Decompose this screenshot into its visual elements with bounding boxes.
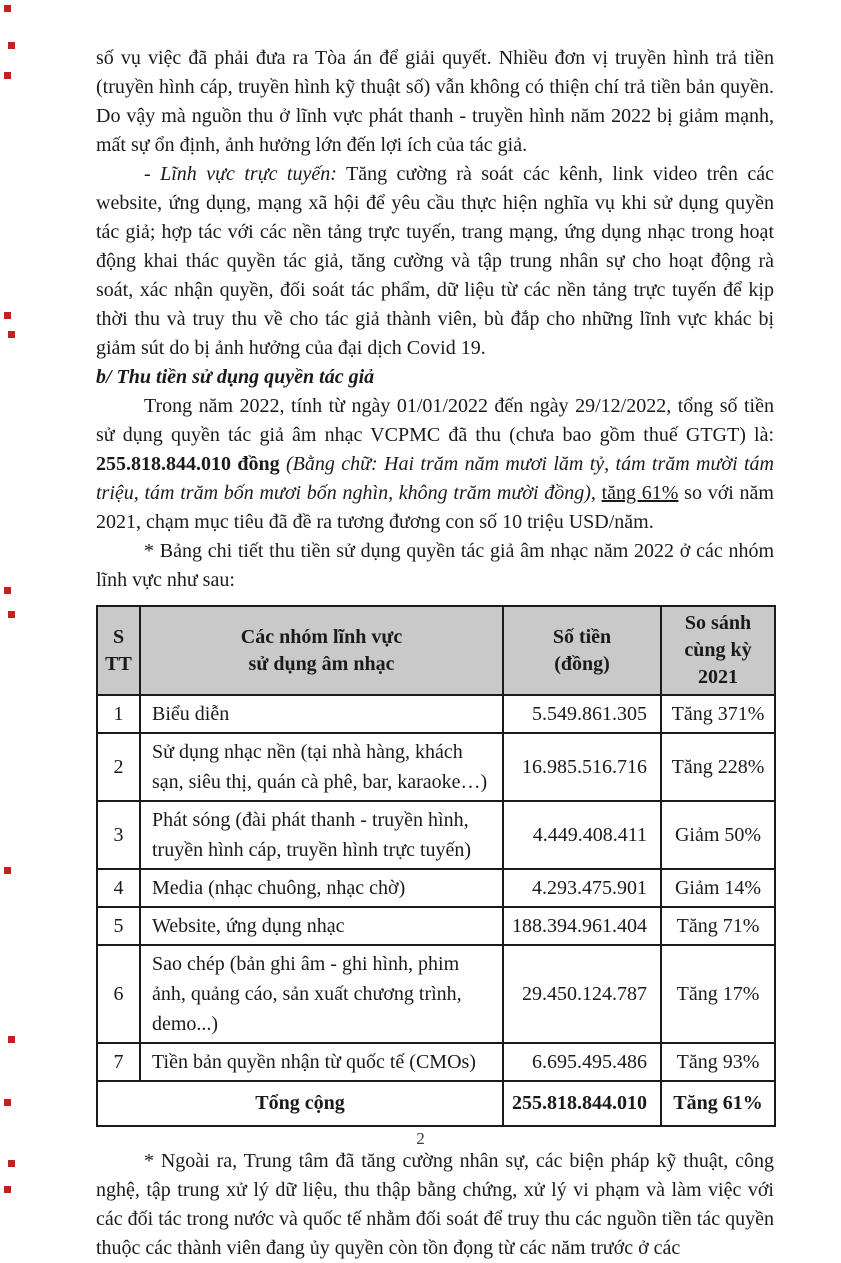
- red-mark-artifact: [4, 312, 11, 319]
- cell-amount: 188.394.961.404: [503, 907, 661, 945]
- red-mark-artifact: [4, 1099, 11, 1106]
- paragraph-text: so với năm 2021, chạm mục tiêu đã đề ra tương đương con số 10 triệu USD/năm.: [96, 482, 774, 533]
- cell-compare: Giảm 50%: [661, 801, 775, 869]
- red-mark-artifact: [8, 1036, 15, 1043]
- paragraph-online-sector: [96, 160, 774, 363]
- paragraph-text: ,: [590, 482, 602, 504]
- cell-total-amount: 255.818.844.010: [503, 1081, 661, 1126]
- cell-stt: 7: [97, 1043, 140, 1081]
- red-mark-artifact: [8, 611, 15, 618]
- cell-group: Phát sóng (đài phát thanh - truyền hình, truyền hình cáp, truyền hình trực tuyến): [140, 801, 503, 869]
- paragraph-table-intro: * Bảng chi tiết thu tiền sử dụng quyền tác giả âm nhạc năm 2022 ở các nhóm lĩnh vực như sau:: [96, 540, 774, 591]
- paragraph-additional-measures: * Ngoài ra, Trung tâm đã tăng cường nhân sự, các biện pháp kỹ thuật, công nghệ, tập trung xử lý dữ liệu, thu thập bằng chứng, xử lý vi phạm và làm việc với các đối tác trong nước và quốc tế nhằm đối soát để truy thu các nguồn tiền tác quyền thuộc các thành viên đang ủy quyền còn tồn đọng từ các năm trước ở các: [96, 1150, 774, 1259]
- document-body: [96, 44, 774, 1263]
- red-mark-artifact: [8, 1160, 15, 1167]
- cell-compare: Tăng 371%: [661, 695, 775, 733]
- header-text: sử dụng âm nhạc: [248, 652, 395, 675]
- header-text: Số tiền: [552, 625, 612, 648]
- cell-compare: Giảm 14%: [661, 869, 775, 907]
- table-row: [97, 869, 775, 907]
- header-cell-compare: [661, 606, 775, 695]
- revenue-table: [96, 605, 776, 1127]
- paragraph-text: Tăng cường rà soát các kênh, link video trên các website, ứng dụng, mạng xã hội để yêu cầu thực hiện nghĩa vụ khi sử dụng quyền tác giả; hợp tác với các nền tảng trực tuyến, trang mạng, ứng dụng nhạc trong hoạt động khai thác quyền tác giả, tăng cường và tập trung nhân sự cho hoạt động rà soát, xác nhận quyền, đối soát tác phẩm, dữ liệu từ các nền tảng trực tuyến để kịp thời thu và truy thu về cho tác giả thành viên, bù đắp cho những lĩnh vực khác bị giảm sút do bị ảnh hưởng của đại dịch Covid 19.: [96, 163, 774, 359]
- red-mark-artifact: [4, 867, 11, 874]
- cell-group: Sử dụng nhạc nền (tại nhà hàng, khách sạn, siêu thị, quán cà phê, bar, karaoke…): [140, 733, 503, 801]
- revenue-table-header: [97, 606, 775, 695]
- cell-group: Sao chép (bản ghi âm - ghi hình, phim ảnh, quảng cáo, sản xuất chương trình, demo...): [140, 945, 503, 1043]
- table-row: [97, 907, 775, 945]
- cell-group: Tiền bản quyền nhận từ quốc tế (CMOs): [140, 1043, 503, 1081]
- header-text: So sánh: [684, 612, 752, 634]
- cell-stt: 5: [97, 907, 140, 945]
- table-row: [97, 801, 775, 869]
- cell-stt: 1: [97, 695, 140, 733]
- italic-amount-in-words: (Bằng chữ: Hai trăm năm mươi lăm tỷ, tám trăm mười tám triệu, tám trăm bốn mươi bốn nghìn, không trăm mười đồng): [96, 453, 774, 504]
- header-cell-amount: [503, 606, 661, 695]
- cell-total-compare: Tăng 61%: [661, 1081, 775, 1126]
- cell-group: Website, ứng dụng nhạc: [140, 907, 503, 945]
- cell-stt: 3: [97, 801, 140, 869]
- underlined-increase-61: tăng 61%: [601, 482, 679, 504]
- cell-amount: 29.450.124.787: [503, 945, 661, 1043]
- header-cell-group: [140, 606, 503, 695]
- cell-group: Biểu diễn: [140, 695, 503, 733]
- red-mark-artifact: [4, 587, 11, 594]
- header-cell-stt: [97, 606, 140, 695]
- cell-compare: Tăng 71%: [661, 907, 775, 945]
- cell-stt: 2: [97, 733, 140, 801]
- cell-stt: 4: [97, 869, 140, 907]
- header-text: cùng kỳ 2021: [684, 639, 752, 688]
- header-text: Các nhóm lĩnh vực: [240, 625, 403, 648]
- red-mark-artifact: [4, 5, 11, 12]
- red-mark-artifact: [4, 72, 11, 79]
- header-text: (đồng): [554, 652, 610, 675]
- cell-amount: 4.449.408.411: [503, 801, 661, 869]
- table-total-row: [97, 1081, 775, 1126]
- section-heading-b: b/ Thu tiền sử dụng quyền tác giả: [96, 366, 375, 388]
- page-number: 2: [416, 1129, 425, 1148]
- header-row: [97, 606, 775, 695]
- cell-amount: 4.293.475.901: [503, 869, 661, 907]
- red-mark-artifact: [8, 42, 15, 49]
- paragraph-text: Trong năm 2022, tính từ ngày 01/01/2022 đến ngày 29/12/2022, tổng số tiền sử dụng quyền tác giả âm nhạc VCPMC đã thu (chưa bao gồm thuế GTGT) là:: [96, 395, 774, 446]
- cell-compare: Tăng 17%: [661, 945, 775, 1043]
- cell-amount: 5.549.861.305: [503, 695, 661, 733]
- paragraph-total-revenue: [96, 392, 774, 537]
- table-row: [97, 695, 775, 733]
- cell-total-label: Tổng cộng: [97, 1081, 503, 1126]
- cell-group: Media (nhạc chuông, nhạc chờ): [140, 869, 503, 907]
- table-row: [97, 733, 775, 801]
- cell-stt: 6: [97, 945, 140, 1043]
- cell-compare: Tăng 228%: [661, 733, 775, 801]
- header-text: S: [112, 625, 125, 648]
- red-mark-artifact: [8, 331, 15, 338]
- table-row: [97, 945, 775, 1043]
- table-row: [97, 1043, 775, 1081]
- revenue-table-body: [97, 695, 775, 1126]
- red-mark-artifact: [4, 1186, 11, 1193]
- cell-compare: Tăng 93%: [661, 1043, 775, 1081]
- cell-amount: 6.695.495.486: [503, 1043, 661, 1081]
- header-text: TT: [105, 652, 132, 675]
- italic-lead-online-sector: - Lĩnh vực trực tuyến:: [144, 163, 337, 185]
- cell-amount: 16.985.516.716: [503, 733, 661, 801]
- bold-total-amount: 255.818.844.010 đồng: [96, 453, 280, 475]
- paragraph-broadcast-continued: số vụ việc đã phải đưa ra Tòa án để giải quyết. Nhiều đơn vị truyền hình trả tiền (truyền hình cáp, truyền hình kỹ thuật số) vẫn không có thiện chí trả tiền bản quyền. Do vậy mà nguồn thu ở lĩnh vực phát thanh - truyền hình năm 2022 bị giảm mạnh, mất sự ổn định, ảnh hưởng lớn đến lợi ích của tác giả.: [96, 47, 774, 156]
